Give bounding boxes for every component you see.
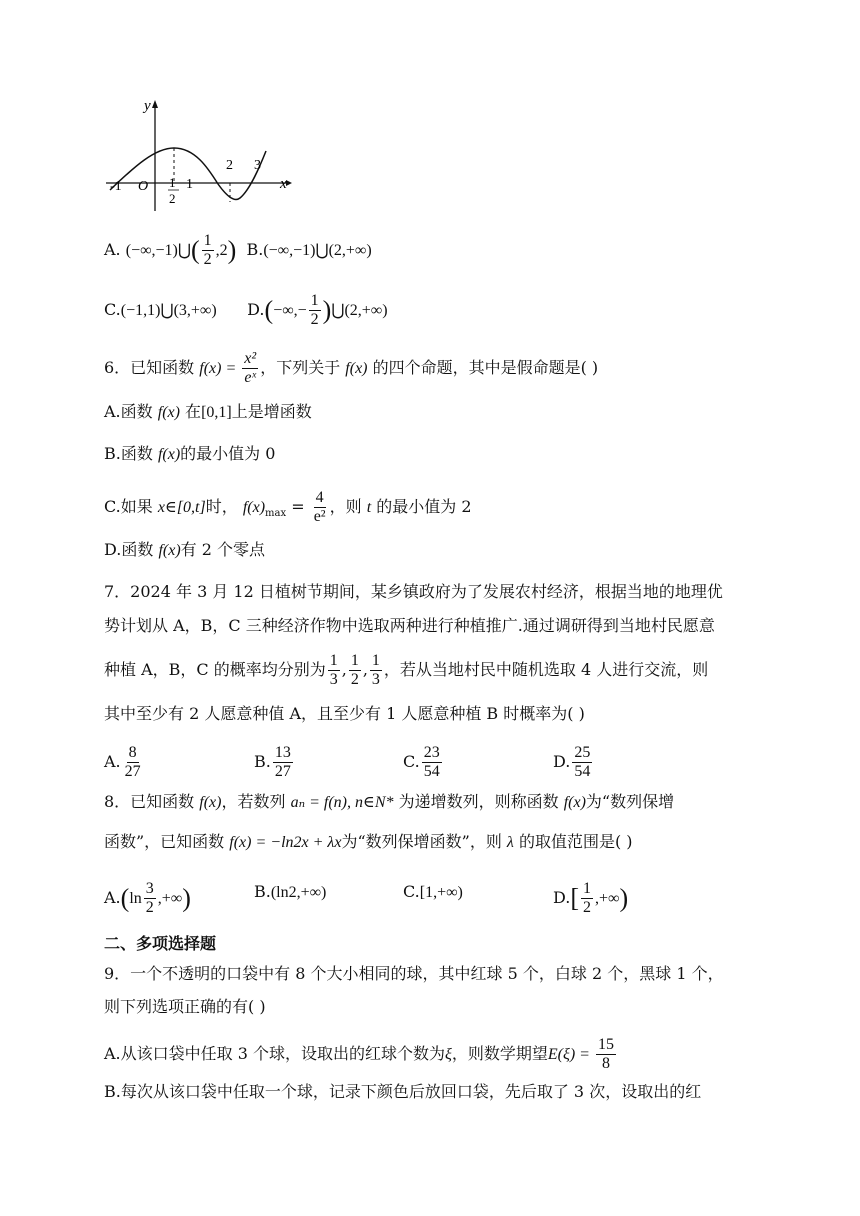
q5-c-text: (−1,1)⋃(3,+∞) xyxy=(120,302,217,319)
tick-1: 1 xyxy=(186,177,193,192)
q7-option-c: C. $\frac{23}{54}$ xyxy=(403,744,440,780)
q9-option-b: B.每次从该口袋中任取一个球，记录下颜色后放回口袋，先后取了 3 次，设取出的红 xyxy=(104,1082,702,1101)
q7-option-b: B. $\frac{13}{27}$ xyxy=(254,744,291,780)
q7-line-3: 种植 A，B，C 的概率均分别为 $\frac{1}{3}$ , $\frac{1}{2}$ , $\frac{1}{3}$ ，若从当地村民中随机选取 4 人进行交流，则 xyxy=(104,652,709,688)
q6-option-a: A.函数 f(x) 在[0,1]上是增函数 xyxy=(104,402,312,421)
q7-line-1: 7．2024 年 3 月 12 日植树节期间，某乡镇政府为了发展农村经济，根据当地的地理优 xyxy=(104,582,723,601)
q7-option-d: D. $\frac{25}{54}$ xyxy=(553,744,591,780)
y-label: y xyxy=(144,98,151,114)
q5-a-pre: (−∞,−1)⋃ xyxy=(125,242,191,259)
y-axis-arrow xyxy=(152,100,158,108)
tick-2: 2 xyxy=(226,158,233,173)
q5-options-cd: C.(−1,1)⋃(3,+∞) D.(−∞,− $\frac{1}{2}$ )⋃(2,+∞) xyxy=(104,292,388,328)
q5-b-label: B. xyxy=(246,240,264,259)
q5-a-frac: $\frac{1}{2}$ xyxy=(203,232,212,268)
q8-option-d: D.[ $\frac{1}{2}$ ,+∞) xyxy=(553,880,629,916)
q9-option-a: A.从该口袋中任取 3 个球，设取出的红球个数为ξ，则数学期望E(ξ) = $\frac{15}{8}$ xyxy=(104,1036,614,1072)
q5-options-ab: A. (−∞,−1)⋃( $\frac{1}{2}$ ,2) B.(−∞,−1)⋃(2,+∞) xyxy=(104,232,372,268)
q8-line-1: 8．已知函数 f(x)，若数列 aₙ = f(n), n∈N* 为递增数列，则称函数 f(x)为“数列保增 xyxy=(104,792,675,811)
x-axis-arrow xyxy=(286,180,292,186)
tick-neg1: -1 xyxy=(110,179,122,194)
q8-option-b: B.(ln2,+∞) xyxy=(254,882,327,901)
q5-a-label: A. xyxy=(104,240,121,259)
function-graph xyxy=(100,96,300,216)
q8-option-a: A.(ln $\frac{3}{2}$ ,+∞) xyxy=(104,880,191,916)
q5-d-frac: $\frac{1}{2}$ xyxy=(310,292,319,328)
tick-half-num: 1 xyxy=(169,175,176,190)
q9-line-1: 9．一个不透明的口袋中有 8 个大小相同的球，其中红球 5 个，白球 2 个，黑球 1 个， xyxy=(104,964,724,983)
q6-option-b: B.函数 f(x)的最小值为 0 xyxy=(104,444,276,463)
section-heading: 二、多项选择题 xyxy=(104,934,217,953)
tick-half-den: 2 xyxy=(169,191,176,206)
q8-line-2: 函数”，已知函数 f(x) = −ln2x + λx为“数列保增函数”，则 λ 的取值范围是( ) xyxy=(104,832,633,851)
q5-d-post: ⋃(2,+∞) xyxy=(331,302,388,319)
q6-option-d: D.函数 f(x)有 2 个零点 xyxy=(104,540,266,559)
q5-a-post: ,2 xyxy=(215,242,228,259)
q6-option-c: C.如果 x∈[0,t]时， $f(x)_{max}$ = $\frac{4}{\text{e²}}$ ，则 t 的最小值为 2 xyxy=(104,489,472,525)
q5-d-label: D. xyxy=(247,300,265,319)
x-label: x xyxy=(280,176,287,192)
q5-c-label: C. xyxy=(104,300,121,319)
q6-stem: 6．已知函数 f(x) = $\frac{\text{x²}}{\text{eˣ}}$ ，下列关于 f(x) 的四个命题，其中是假命题是( ) xyxy=(104,350,599,386)
origin-label: O xyxy=(138,179,149,194)
q7-option-a: A. $\frac{8}{27}$ xyxy=(104,744,141,780)
q9-line-2: 则下列选项正确的有( ) xyxy=(104,997,266,1016)
q7-line-4: 其中至少有 2 人愿意种值 A，且至少有 1 人愿意种植 B 时概率为( ) xyxy=(104,704,585,723)
q5-d-pre: −∞,− xyxy=(273,302,307,319)
q8-option-c: C.[1,+∞) xyxy=(403,882,463,901)
q7-line-2: 势计划从 A，B，C 三种经济作物中选取两种进行种植推广.通过调研得到当地村民愿意 xyxy=(104,616,715,635)
q5-b-text: (−∞,−1)⋃(2,+∞) xyxy=(263,242,372,259)
tick-3: 3 xyxy=(254,158,261,173)
